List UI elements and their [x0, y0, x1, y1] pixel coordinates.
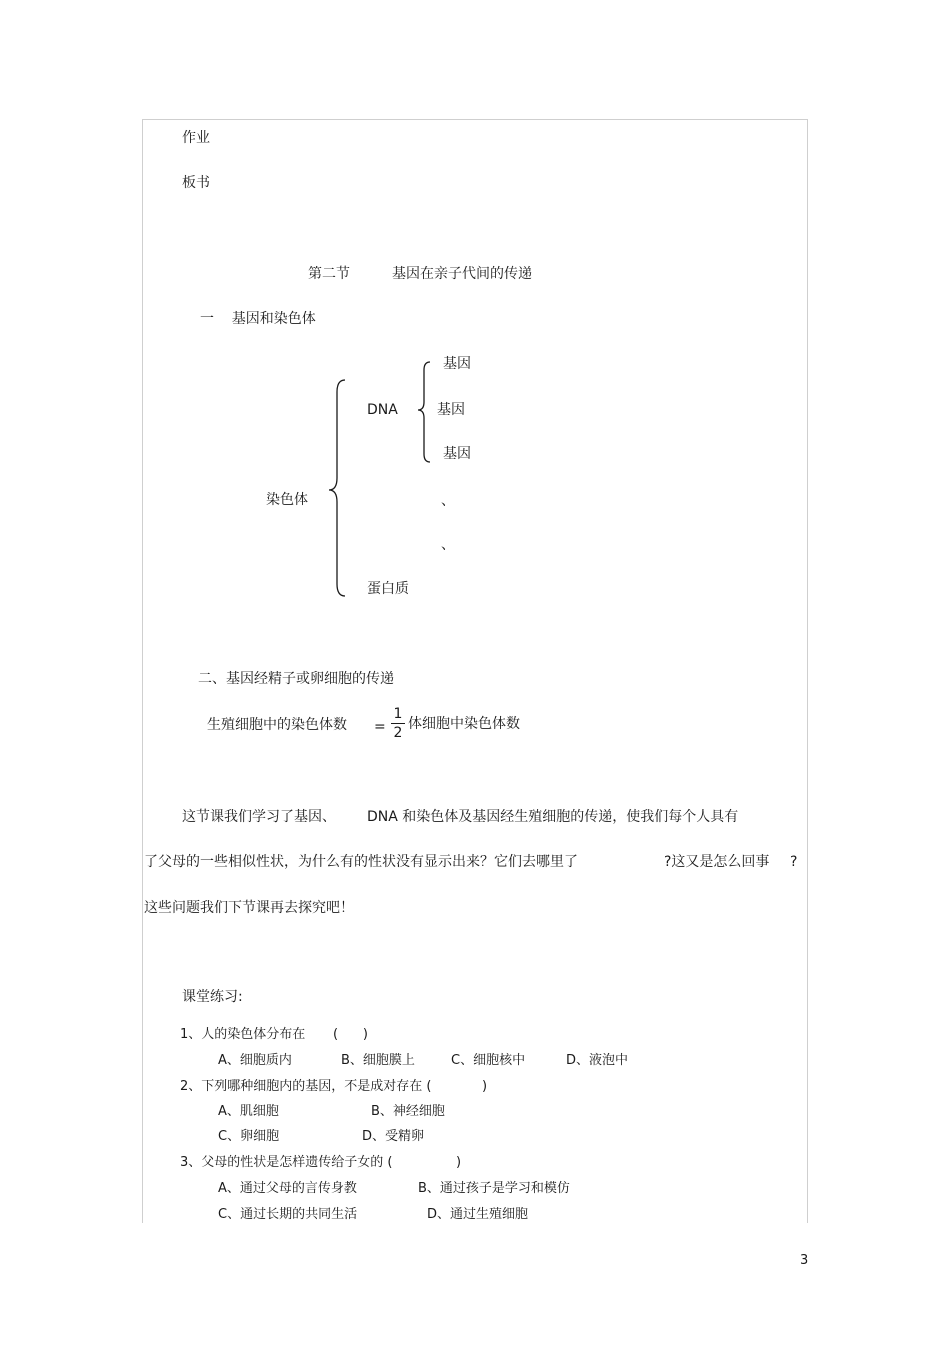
formula-fraction	[391, 706, 405, 741]
q1-stem: 1、人的染色体分布在	[180, 1027, 306, 1042]
section-number: 第二节	[308, 266, 350, 282]
q3-option-c: C、通过长期的共同生活	[218, 1207, 358, 1222]
q3-stem: 3、父母的性状是怎样遗传给子女的 (	[180, 1155, 393, 1170]
summary-line1a: 这节课我们学习了基因、	[182, 809, 336, 825]
q1-paren: ( )	[333, 1027, 368, 1042]
summary-line1b: DNA 和染色体及基因经生殖细胞的传递，使我们每个人具有	[367, 809, 739, 825]
section-title: 基因在亲子代间的传递	[392, 266, 532, 282]
gene-label-3: 基因	[443, 446, 471, 462]
mark-2: 、	[441, 537, 455, 553]
formula-equals: =	[374, 719, 386, 735]
formula-right: 体细胞中染色体数	[408, 716, 520, 732]
summary-line2c: ?	[790, 854, 798, 870]
summary-line2b: ?这又是怎么回事	[664, 854, 770, 870]
homework-label: 作业	[182, 130, 210, 146]
q2-option-d: D、受精卵	[362, 1129, 425, 1144]
gene-label-2: 基因	[437, 402, 465, 418]
chromosome-label: 染色体	[266, 492, 308, 508]
summary-line2a: 了父母的一些相似性状，为什么有的性状没有显示出来？它们去哪里了	[144, 854, 578, 870]
page-number: 3	[800, 1253, 809, 1268]
board-label: 板书	[182, 175, 210, 191]
q3-option-a: A、通过父母的言传身教	[218, 1181, 357, 1196]
part2-title: 二、基因经精子或卵细胞的传递	[198, 671, 394, 687]
q2-paren: )	[482, 1079, 488, 1094]
q1-option-c: C、细胞核中	[451, 1053, 526, 1068]
gene-label-1: 基因	[443, 356, 471, 372]
chromosome-brace	[329, 380, 345, 596]
q2-option-a: A、肌细胞	[218, 1104, 279, 1119]
q1-option-a: A、细胞质内	[218, 1053, 292, 1068]
summary-line3: 这些问题我们下节课再去探究吧！	[144, 900, 354, 916]
q3-option-d: D、通过生殖细胞	[427, 1207, 529, 1222]
fraction-denominator: 2	[393, 725, 403, 741]
q3-option-b: B、通过孩子是学习和模仿	[418, 1181, 570, 1196]
mark-1: 、	[441, 493, 455, 509]
protein-label: 蛋白质	[367, 581, 409, 597]
fraction-numerator: 1	[393, 706, 403, 722]
part1-title: 一 基因和染色体	[200, 311, 316, 327]
exercises-title: 课堂练习:	[182, 989, 243, 1005]
q1-option-d: D、液泡中	[566, 1053, 629, 1068]
fraction-bar	[391, 723, 405, 724]
q2-option-c: C、卵细胞	[218, 1129, 280, 1144]
q3-paren: )	[456, 1155, 462, 1170]
q2-option-b: B、神经细胞	[371, 1104, 445, 1119]
formula-left: 生殖细胞中的染色体数	[207, 717, 347, 733]
q1-option-b: B、细胞膜上	[341, 1053, 415, 1068]
dna-label: DNA	[367, 402, 398, 418]
dna-brace	[418, 362, 430, 462]
q2-stem: 2、下列哪种细胞内的基因，不是成对存在 (	[180, 1079, 432, 1094]
